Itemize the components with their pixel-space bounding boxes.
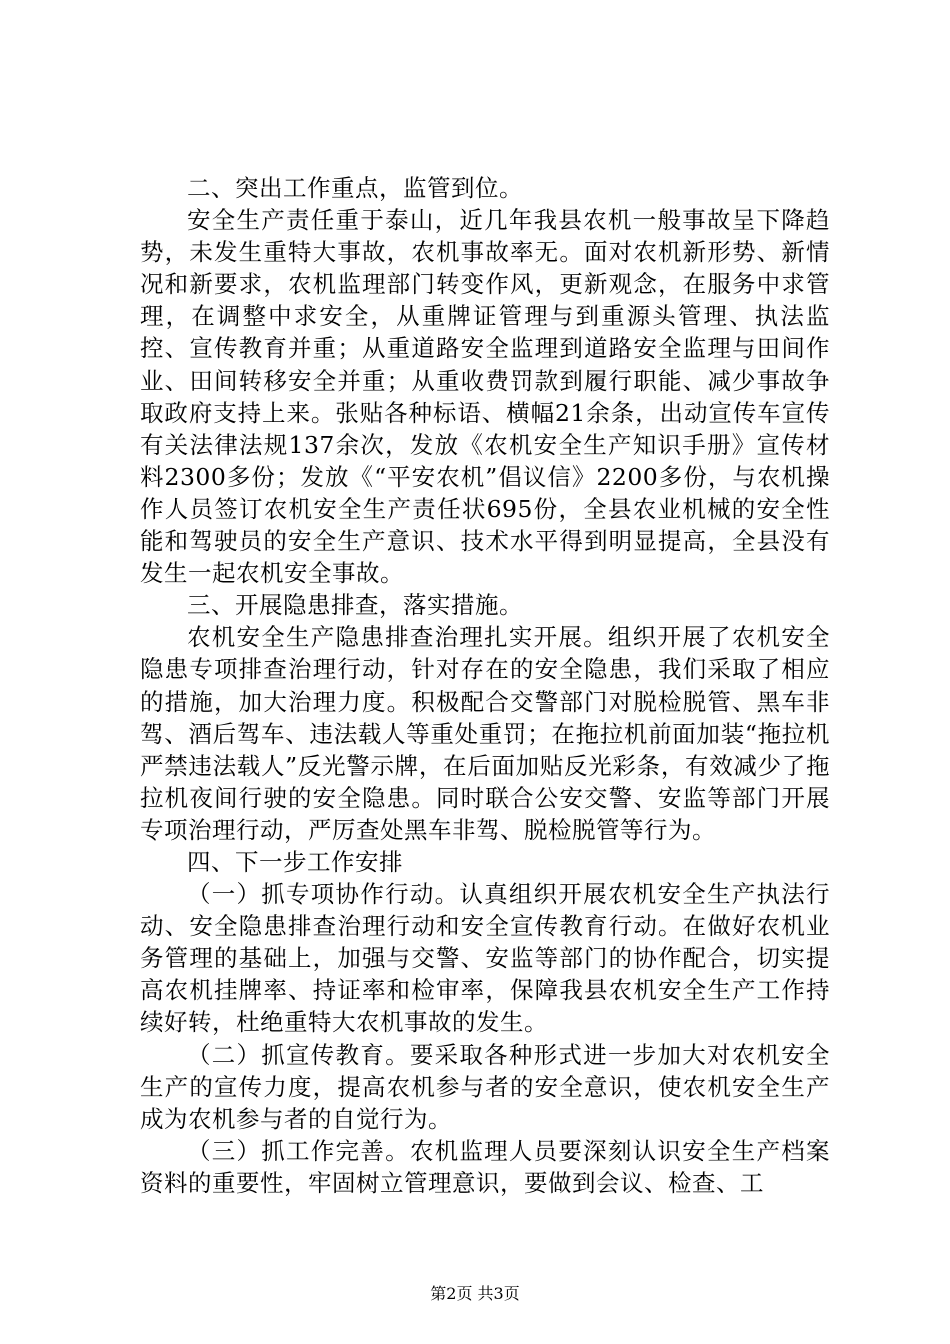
paragraph-plan-item-2: （二）抓宣传教育。要采取各种形式进一步加大对农机安全生产的宣传力度，提高农机参与者的安全意识，使农机安全生产成为农机参与者的自觉行为。	[140, 1040, 830, 1133]
paragraph-safety-responsibility: 安全生产责任重于泰山，近几年我县农机一般事故呈下降趋势，未发生重特大事故，农机事故率无。面对农机新形势、新情况和新要求，农机监理部门转变作风，更新观念，在服务中求管理，在调整中求安全，从重牌证管理与到重源头管理、执法监控、宣传教育并重；从重道路安全监理到道路安全监理与田间作业、田间转移安全并重；从重收费罚款到履行职能、减少事故争取政府支持上来。张贴各种标语、横幅21余条，出动宣传车宣传有关法律法规137余次，发放《农机安全生产知识手册》宣传材料2300多份；发放《“平安农机”倡议信》2200多份，与农机操作人员签订农机安全生产责任状695份，全县农业机械的安全性能和驾驶员的安全生产意识、技术水平得到明显提高，全县没有发生一起农机安全事故。	[140, 206, 830, 588]
paragraph-plan-item-1: （一）抓专项协作行动。认真组织开展农机安全生产执法行动、安全隐患排查治理行动和安全宣传教育行动。在做好农机业务管理的基础上，加强与交警、安监等部门的协作配合，切实提高农机挂牌率、持证率和检审率，保障我县农机安全生产工作持续好转，杜绝重特大农机事故的发生。	[140, 880, 830, 1037]
document-body	[140, 172, 830, 1199]
paragraph-hazard-inspection: 农机安全生产隐患排查治理扎实开展。组织开展了农机安全隐患专项排查治理行动，针对存在的安全隐患，我们采取了相应的措施，加大治理力度。积极配合交警部门对脱检脱管、黑车非驾、酒后驾车、违法载人等重处重罚；在拖拉机前面加装“拖拉机严禁违法载人”反光警示牌，在后面加贴反光彩条，有效减少了拖拉机夜间行驶的安全隐患。同时联合公安交警、安监等部门开展专项治理行动，严厉查处黑车非驾、脱检脱管等行为。	[140, 623, 830, 844]
section-heading-2: 二、突出工作重点，监管到位。	[187, 174, 523, 202]
page-footer: 第2页 共3页	[430, 1284, 520, 1303]
paragraph-plan-item-3: （三）抓工作完善。农机监理人员要深刻认识安全生产档案资料的重要性，牢固树立管理意识，要做到会议、检查、工	[140, 1136, 830, 1197]
section-heading-4: 四、下一步工作安排	[187, 847, 403, 876]
section-heading-3: 三、开展隐患排查，落实措施。	[187, 591, 523, 620]
